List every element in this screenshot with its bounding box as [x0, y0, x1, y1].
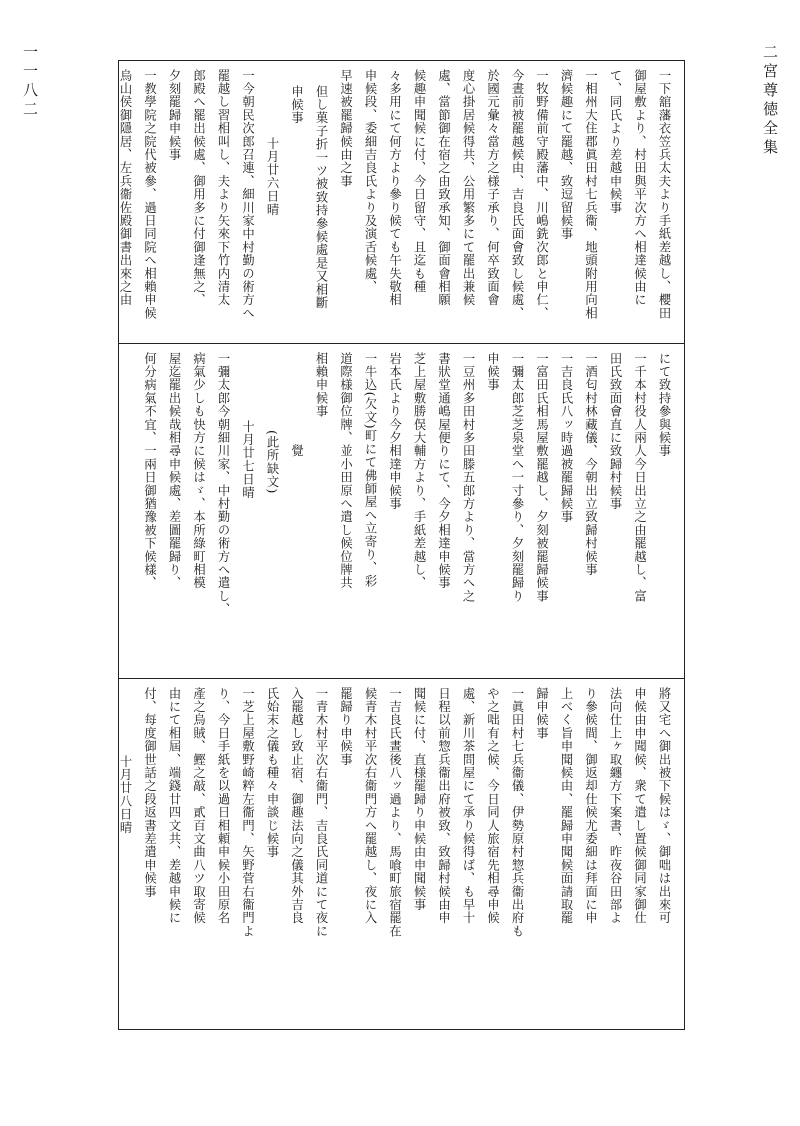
band-top [119, 61, 684, 344]
text-column: 一吉良氏晝後八ッ過より、馬喰町旅宿罷在 [387, 687, 402, 938]
text-column: 一青木村平次右衞門、吉良氏同道にて夜に [314, 687, 328, 938]
date-heading: 十月廿六日晴 [265, 137, 279, 217]
page-number: 一一八二 [21, 44, 39, 120]
text-column: 早速被罷歸候由之事 [338, 69, 353, 188]
text-column: 一下舘藩衣笠兵太夫より手紙差越し、櫻田 [657, 69, 671, 320]
text-column: て、同氏より差越申候事 [608, 69, 622, 215]
page-frame [118, 60, 685, 1030]
text-column: 書狀堂通嶋屋便りにて、今夕相達申候事 [436, 352, 451, 590]
text-column: 一吉良氏八ッ時過被罷歸候事 [559, 352, 573, 524]
text-column: 覺 [289, 444, 304, 458]
text-column: 處、當節御在宿之由致承知、御面會相願 [436, 69, 451, 307]
text-column: 一牛込(欠文)町にて佛師屋へ立寄り、彩 [363, 352, 377, 588]
text-column: 於國元彙々當方之様子承り、何卒致面會 [485, 69, 500, 307]
text-column: 屋迄罷出候哉相尋申候處、差圖罷歸り、 [167, 352, 181, 590]
text-column: 氏始末之儀も種々申談じ候事 [265, 687, 279, 859]
text-column: 日程以前惣兵衞出府被致、致歸村候由申 [436, 687, 451, 925]
text-column: 田氏致面會直に致歸村候事 [608, 352, 622, 511]
text-column: 度心掛居候得共、公用繁多にて罷出兼候 [461, 69, 475, 307]
text-column: 歸申候事 [534, 687, 549, 740]
text-column: 道際様御位牌、並小田原へ遣し候位牌共 [338, 352, 353, 590]
text-column: 病氣少しも快方に候はゞ、本所綠町相模 [191, 352, 206, 590]
text-column: 郎殿へ罷出候處、御用多に付御逢無之、 [191, 69, 206, 307]
text-column: 一教學院之院代被參、過日同院へ相賴申候 [142, 69, 157, 320]
text-column: 處、新川茶問屋にて承り候得ば、も早十 [461, 687, 475, 925]
text-column: 濟候趣にて罷越、致逗留候事 [559, 69, 573, 241]
text-column: や之咄有之候、今日同人旅宿先相尋申候 [485, 687, 500, 925]
text-column: 付、每度御世話之段返書差遣申候事 [142, 687, 157, 899]
band-bottom [119, 679, 684, 1029]
text-column: 夕刻罷歸申候事 [167, 69, 181, 162]
date-heading: 十月廿八日晴 [118, 755, 132, 835]
text-column: 芝上屋敷勝俣大輔方より、手紙差越し、 [412, 352, 426, 590]
text-column: 罷越し習相叫し、夫より矢來下竹内清太 [216, 69, 230, 307]
text-column: 一今朝民次郎召連、細川家中村勤の術方へ [240, 69, 255, 320]
text-column: 一牧野備前守殿藩中、川嶋銑次郎と申仁、 [534, 69, 549, 320]
text-column: 法向仕上ヶ取纏方下案書、昨夜谷田部よ [608, 687, 622, 925]
text-column: 申候事 [485, 352, 500, 392]
text-column: 相賴申候事 [314, 352, 328, 418]
text-column: 罷歸り申候事 [338, 687, 353, 767]
text-column: 烏山侯御隱居、左兵衞佐殿御書出來之由 [118, 69, 132, 307]
text-column: 岩本氏より今夕相達申候事 [387, 352, 402, 511]
text-column: 一眞田村七兵衞儀、伊勢原村惣兵衞出府も [510, 687, 524, 938]
missing-text-note: (此所缺文) [265, 430, 279, 495]
text-column: 一彌太郎芝芝泉堂へ一寸參り、夕刻罷歸り [510, 352, 524, 603]
text-column: り、今日手紙を以過日相頼申候小田原名 [216, 687, 230, 925]
text-column: にて致持參與候事 [657, 352, 671, 458]
text-column: 由にて相屆、端錢廿四文共、差越申候に [167, 687, 181, 925]
text-column: 產之烏賊、鰹之敲、貳百文曲八ツ取寄候 [191, 687, 206, 925]
text-column: 一豆州多田村多田滕五郎方より、當方へ之 [461, 352, 475, 603]
text-column: 申候由申聞候、衆て遣し置候御同家御仕 [632, 687, 647, 925]
text-column: 聞候に付、直様罷歸り申候由申聞候事 [412, 687, 426, 912]
text-column: 將又宅へ御出被下候はゞ、御咄は出來可 [657, 687, 671, 925]
text-column: り參候間、御返却仕候尤委細は拜面に申 [583, 687, 598, 925]
text-column: 今晝前被罷越候由、吉良氏面會致し候處、 [510, 69, 524, 320]
text-column: 一彌太郎今朝細川家、中村勤の術方へ遣し、 [216, 352, 230, 616]
text-column: 一酒匂村林藏儀、今朝出立致歸村候事 [583, 352, 598, 577]
text-column: 申候段、委細吉良氏より及演舌候處、 [363, 69, 377, 294]
book-title: 二宮尊徳全集 [761, 44, 779, 158]
text-column: 候趣申聞候に付、今日留守、且迄も種 [412, 69, 426, 294]
band-middle [119, 344, 684, 679]
date-heading: 十月廿七日晴 [240, 420, 255, 500]
text-column: 上べく旨申聞候由、罷歸申聞候面請取罷 [559, 687, 573, 925]
text-column: 但し菓子折一ツ被致持參候處是又相斷 [314, 85, 328, 310]
text-column: 々多用にて何方より參り候ても午失敬相 [387, 69, 402, 307]
text-column: 一千本村役人兩人今日出立之由罷越し、富 [632, 352, 647, 603]
text-column: 申候事 [289, 85, 304, 125]
text-column: 何分病氣不宜、一兩日御猶豫被下候樣、 [142, 352, 157, 590]
text-column: 一富田氏相馬屋敷罷越し、夕刻被罷歸候事 [534, 352, 549, 603]
text-column: 一芝上屋敷野崎粹左衞門、矢野菅右衞門よ [240, 687, 255, 938]
text-column: 候青木村平次右衞門方へ罷越し、夜に入 [363, 687, 377, 925]
text-column: 御屋敷より、村田與平次方へ相達候由に [632, 69, 647, 307]
text-column: 入罷越し致止宿、御趣法向之儀其外吉良 [289, 687, 304, 925]
text-column: 一相州大住郡眞田村七兵衞、地頭附用向相 [583, 69, 598, 320]
